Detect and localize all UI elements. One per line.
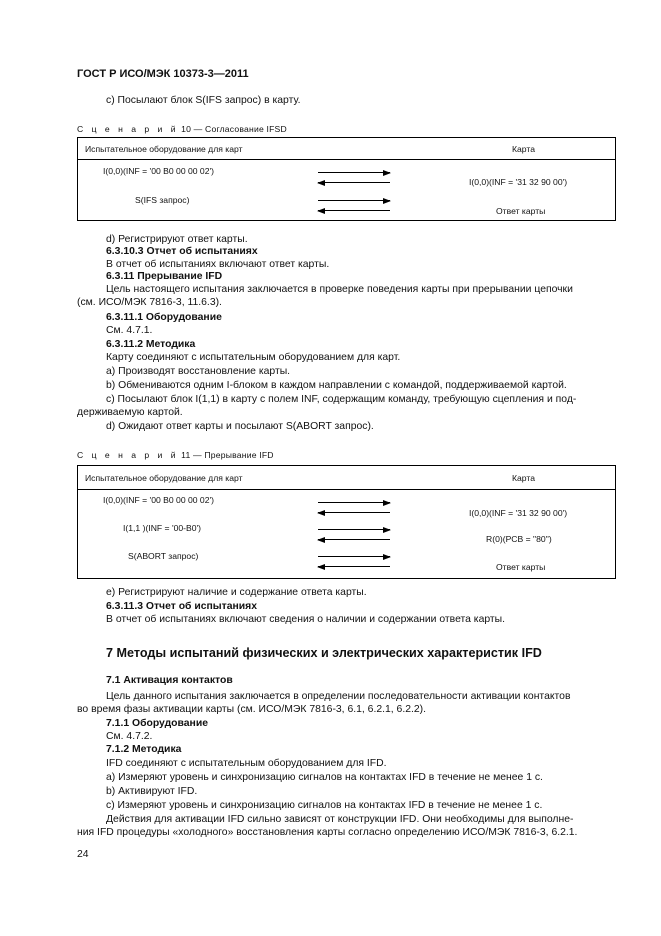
scenario-11-msg1-left: I(0,0)(INF = '00 B0 00 00 02') xyxy=(103,495,214,505)
paragraph-actions-line-2: ния IFD процедуры «холодного» восстановления карты согласно определению ИСО/МЭК 7816-3, 6.2.1. xyxy=(77,827,578,838)
heading-6-3-11: 6.3.11 Прерывание IFD xyxy=(106,271,223,282)
scenario-10-title: 10 — Согласование IFSD xyxy=(181,124,287,134)
step-c-send-i-block-line-1: с) Посылают блок I(1,1) в карту с полем INF, содержащим команду, требующую сцепления и под- xyxy=(106,394,577,405)
scenario-11-msg3-left: S(ABORT запрос) xyxy=(128,551,199,561)
page-number: 24 xyxy=(77,849,89,860)
scenario-10-arrow-to-card-2 xyxy=(318,198,390,204)
step-a-reset: а) Производят восстановление карты. xyxy=(106,366,291,377)
scenario-11-arrow-from-card-2 xyxy=(318,537,390,543)
scenario-11-arrow-to-card-3 xyxy=(318,554,390,560)
scenario-11-msg3-right: Ответ карты xyxy=(496,562,546,572)
scenario-10-arrow-from-card-2 xyxy=(318,208,390,214)
scenario-11-arrow-to-card-2 xyxy=(318,527,390,533)
paragraph-goal-line-2: (см. ИСО/МЭК 7816-3, 11.6.3). xyxy=(77,297,222,308)
scenario-10-caption xyxy=(77,124,287,134)
scenario-10-arrow-from-card-1 xyxy=(318,180,390,186)
scenario-10-table xyxy=(77,137,616,221)
paragraph-report-2: В отчет об испытаниях включают сведения о наличии и содержании ответа карты. xyxy=(106,614,506,625)
scenario-11-table xyxy=(77,465,616,579)
paragraph-see-4-7-1: См. 4.7.1. xyxy=(106,325,153,336)
step-d-register: d) Регистрируют ответ карты. xyxy=(106,234,248,245)
paragraph-actions-line-1: Действия для активации IFD сильно зависят от конструкции IFD. Они необходимы для выполне- xyxy=(106,814,574,825)
scenario-11-caption xyxy=(77,450,274,460)
paragraph-7-1-goal-line-1: Цель данного испытания заключается в определении последовательности активации контактов xyxy=(106,691,571,702)
paragraph-goal-line-1: Цель настоящего испытания заключается в проверке поведения карты при прерывании цепочки xyxy=(106,284,573,295)
heading-7-1: 7.1 Активация контактов xyxy=(106,675,233,686)
scenario-10-col-right: Карта xyxy=(512,144,535,154)
scenario-11-arrow-from-card-3 xyxy=(318,564,390,570)
scenario-11-col-right: Карта xyxy=(512,473,535,483)
step-7-b-activate: b) Активируют IFD. xyxy=(106,786,198,797)
paragraph-7-1-goal-line-2: во время фазы активации карты (см. ИСО/МЭК 7816-3, 6.1, 6.2.1, 6.2.2). xyxy=(77,704,427,715)
scenario-11-arrow-to-card-1 xyxy=(318,500,390,506)
section-7-title: 7 Методы испытаний физических и электрических характеристик IFD xyxy=(106,646,542,660)
scenario-11-col-left: Испытательное оборудование для карт xyxy=(85,473,243,483)
scenario-10-prefix: С ц е н а р и й xyxy=(77,124,179,134)
step-d-wait-abort: d) Ожидают ответ карты и посылают S(ABORT запрос). xyxy=(106,421,374,432)
heading-7-1-2: 7.1.2 Методика xyxy=(106,744,182,755)
step-7-a-measure: а) Измеряют уровень и синхронизацию сигналов на контактах IFD в течение не менее 1 с. xyxy=(106,772,543,783)
scenario-10-msg1-right: I(0,0)(INF = '31 32 90 00') xyxy=(469,177,568,187)
scenario-11-arrow-from-card-1 xyxy=(318,510,390,516)
paragraph-connect-ifd: IFD соединяют с испытательным оборудованием для IFD. xyxy=(106,758,387,769)
step-e-register: е) Регистрируют наличие и содержание ответа карты. xyxy=(106,587,367,598)
scenario-10-msg2-right: Ответ карты xyxy=(496,206,546,216)
paragraph-see-4-7-2: См. 4.7.2. xyxy=(106,731,153,742)
scenario-11-msg1-right: I(0,0)(INF = '31 32 90 00') xyxy=(469,508,568,518)
step-c-send-ifs: с) Посылают блок S(IFS запрос) в карту. xyxy=(106,95,301,106)
heading-6-3-11-2: 6.3.11.2 Методика xyxy=(106,339,196,350)
step-c-send-i-block-line-2: держиваемую картой. xyxy=(77,407,183,418)
scenario-11-msg2-left: I(1,1 )(INF = '00-B0') xyxy=(123,523,202,533)
heading-6-3-11-1: 6.3.11.1 Оборудование xyxy=(106,312,222,323)
scenario-11-prefix: С ц е н а р и й xyxy=(77,450,179,460)
scenario-10-msg2-left: S(IFS запрос) xyxy=(135,195,190,205)
scenario-11-title: 11 — Прерывание IFD xyxy=(181,450,274,460)
heading-6-3-11-3: 6.3.11.3 Отчет об испытаниях xyxy=(106,601,258,612)
scenario-10-arrow-to-card-1 xyxy=(318,170,390,176)
scenario-10-msg1-left: I(0,0)(INF = '00 B0 00 00 02') xyxy=(103,166,214,176)
scenario-10-col-left: Испытательное оборудование для карт xyxy=(85,144,243,154)
scenario-11-msg2-right: R(0)(PCB = "80'') xyxy=(486,534,552,544)
step-b-exchange: b) Обмениваются одним I-блоком в каждом направлении с командой, поддерживаемой картой. xyxy=(106,380,567,391)
heading-7-1-1: 7.1.1 Оборудование xyxy=(106,718,208,729)
paragraph-connect-card: Карту соединяют с испытательным оборудованием для карт. xyxy=(106,352,401,363)
step-7-c-measure: с) Измеряют уровень и синхронизацию сигналов на контактах IFD в течение не менее 1 с. xyxy=(106,800,543,811)
document-header: ГОСТ Р ИСО/МЭК 10373-3—2011 xyxy=(77,68,249,80)
paragraph-report-1: В отчет об испытаниях включают ответ карты. xyxy=(106,259,330,270)
heading-6-3-10-3: 6.3.10.3 Отчет об испытаниях xyxy=(106,246,258,257)
